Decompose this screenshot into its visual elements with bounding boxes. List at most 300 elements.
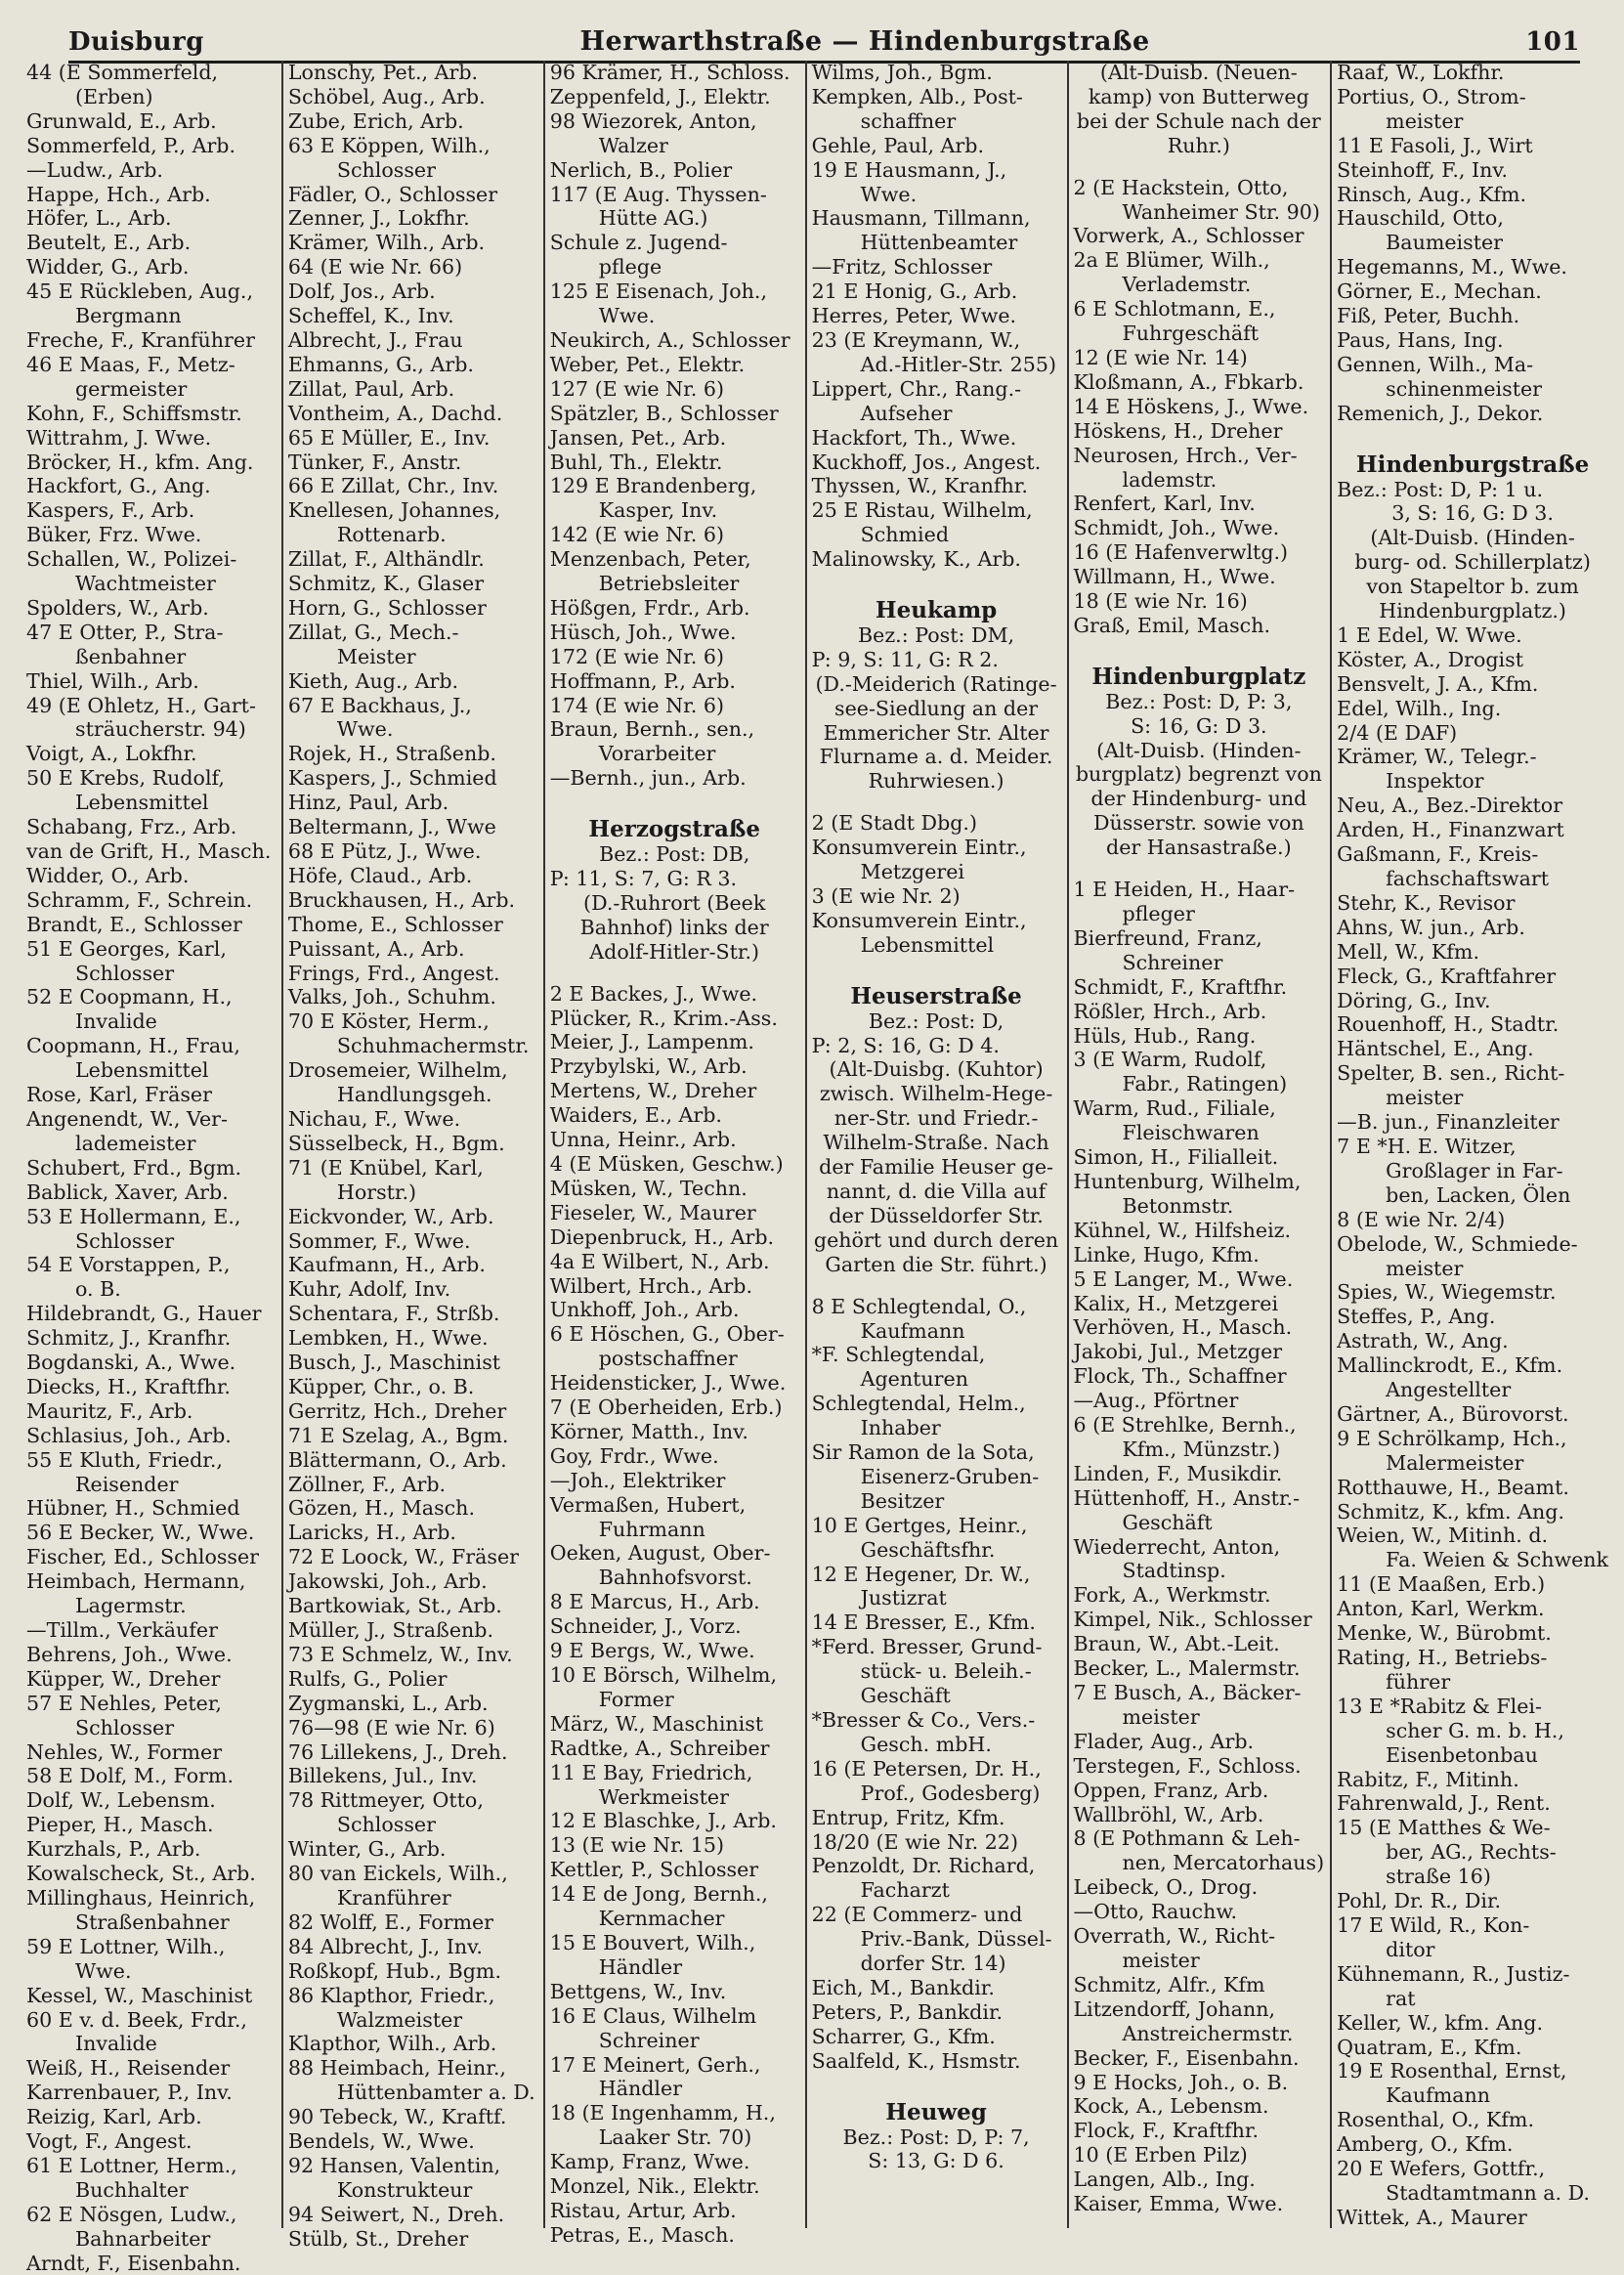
directory-entry: Bergmann [75, 304, 182, 328]
directory-entry: Bogdanski, A., Wwe. [26, 1351, 236, 1375]
directory-entry: Stadtinsp. [1122, 1559, 1226, 1583]
street-note: burg- od. Schillerplatz) [1354, 550, 1591, 575]
directory-entry: Entrup, Fritz, Kfm. [811, 1805, 1005, 1829]
directory-entry: Schmitz, J., Kranfhr. [26, 1326, 232, 1351]
directory-entry: Mertens, W., Dreher [549, 1079, 757, 1103]
directory-column [21, 61, 281, 2275]
directory-entry: Overrath, W., Richt- [1073, 1924, 1276, 1949]
directory-entry: straße 16) [1386, 1865, 1491, 1889]
directory-entry: Rose, Karl, Fräser [26, 1083, 212, 1107]
directory-entry: Kieth, Aug., Arb. [287, 668, 459, 693]
directory-entry: Stehr, K., Revisor [1337, 890, 1516, 915]
spacer [812, 958, 1061, 975]
directory-entry: Händler [598, 1954, 683, 1979]
directory-entry: Becker, L., Malermstr. [1073, 1656, 1301, 1681]
directory-entry: 172 (E wie Nr. 6) [549, 644, 724, 668]
street-note: (D.-Meiderich (Ratinge- [815, 671, 1057, 696]
directory-entry: Dolf, W., Lebensm. [26, 1788, 216, 1813]
directory-entry: Rinsch, Aug., Kfm. [1337, 182, 1527, 206]
street-note: bei der Schule nach der [1076, 108, 1321, 133]
directory-entry: 90 Tebeck, W., Kraftf. [287, 2105, 507, 2129]
page-number: 101 [1525, 27, 1580, 57]
directory-entry: Fabr., Ratingen) [1122, 1072, 1288, 1096]
directory-entry: 125 E Eisenach, Joh., [549, 279, 767, 304]
directory-entry: Aufseher [860, 401, 953, 425]
page-header [68, 18, 1580, 64]
directory-entry: Laaker Str. 70) [598, 2125, 752, 2150]
directory-entry: 71 (E Knübel, Karl, [287, 1155, 484, 1180]
directory-entry: 19 E Rosenthal, Ernst, [1337, 2059, 1567, 2083]
directory-entry: Vorwerk, A., Schlosser [1073, 224, 1304, 248]
directory-entry: 129 E Brandenberg, [549, 474, 757, 498]
directory-entry: Valks, Joh., Schuhm. [287, 985, 496, 1009]
directory-entry: 56 E Becker, W., Wwe. [26, 1521, 255, 1545]
directory-entry: ben, Lacken, Ölen [1386, 1182, 1571, 1207]
directory-entry: Rößler, Hrch., Arb. [1073, 999, 1267, 1023]
directory-entry: Menzenbach, Peter, [549, 547, 751, 572]
directory-entry: Ahns, W. jun., Arb. [1337, 915, 1525, 939]
directory-entry: 3 (E wie Nr. 2) [811, 884, 961, 908]
directory-entry: Zillat, G., Mech.- [287, 620, 459, 644]
directory-entry: Goy, Frdr., Wwe. [549, 1443, 719, 1468]
directory-entry: Obelode, W., Schmiede- [1337, 1231, 1578, 1256]
directory-entry: Thome, E., Schlosser [287, 912, 503, 936]
directory-entry: Eickvonder, W., Arb. [287, 1204, 494, 1228]
directory-entry: Edel, Wilh., Ing. [1337, 696, 1502, 720]
directory-entry: Lembken, H., Wwe. [287, 1326, 489, 1351]
street-note: kamp) von Butterweg [1088, 84, 1309, 108]
directory-entry: Geschäft [860, 1684, 951, 1708]
directory-entry: —Tillm., Verkäufer [26, 1618, 218, 1642]
directory-entry: Gesch. mbH. [860, 1732, 992, 1756]
directory-entry: 20 E Wefers, Gottfr., [1337, 2157, 1546, 2181]
directory-entry: Spätzler, B., Schlosser [549, 401, 779, 425]
spacer [550, 791, 799, 808]
directory-entry: 58 E Dolf, M., Form. [26, 1764, 235, 1788]
directory-entry: 76—98 (E wie Nr. 6) [287, 1715, 495, 1739]
directory-entry: Peters, P., Bankdir. [811, 1999, 1004, 2024]
directory-entry: Händler [598, 2077, 683, 2101]
directory-entry: Arden, H., Finanzwart [1337, 818, 1564, 842]
directory-entry: Lebensmittel [860, 932, 995, 957]
directory-entry: Kuhr, Adolf, Inv. [287, 1277, 451, 1302]
street-note: Bez.: Post: DB, [599, 842, 750, 867]
directory-entry: Buhl, Th., Elektr. [549, 450, 723, 474]
directory-entry: Przybylski, W., Arb. [549, 1054, 748, 1079]
directory-entry: Invalide [75, 2032, 157, 2056]
directory-entry: Küpper, Chr., o. B. [287, 1374, 475, 1398]
directory-entry: Zillat, F., Althändlr. [287, 547, 485, 572]
directory-entry: 72 E Loock, W., Fräser [287, 1545, 519, 1569]
directory-entry: Spolders, W., Arb. [26, 595, 209, 620]
directory-entry: Kühnel, W., Hilfsheiz. [1073, 1218, 1292, 1242]
directory-entry: —B. jun., Finanzleiter [1337, 1110, 1560, 1135]
directory-entry: Wittek, A., Maurer [1337, 2205, 1527, 2229]
directory-entry: Thiel, Wilh., Arb. [26, 668, 199, 693]
directory-entry: Drosemeier, Wilhelm, [287, 1058, 508, 1083]
directory-entry: Willmann, H., Wwe. [1073, 565, 1276, 589]
directory-entry: Fischer, Ed., Schlosser [26, 1545, 260, 1569]
directory-entry: Unna, Heinr., Arb. [549, 1128, 737, 1152]
directory-entry: Scharrer, G., Kfm. [811, 2024, 996, 2048]
directory-entry: 7 E *H. E. Witzer, [1337, 1134, 1517, 1158]
directory-entry: Inhaber [860, 1416, 941, 1440]
directory-entry: Schmitz, K., Glaser [287, 572, 485, 596]
directory-entry: Straßenbahner [75, 1910, 230, 1934]
directory-entry: Linke, Hugo, Kfm. [1073, 1242, 1260, 1266]
directory-entry: Wanheimer Str. 90) [1122, 199, 1320, 224]
directory-entry: 88 Heimbach, Heinr., [287, 2056, 506, 2081]
directory-entry: Kaspers, F., Arb. [26, 498, 195, 523]
directory-entry: Schlosser [336, 157, 436, 182]
directory-entry: Flock, F., Kraftfhr. [1073, 2119, 1260, 2143]
directory-entry: pfleger [1122, 902, 1195, 925]
directory-entry: Kettler, P., Schlosser [549, 1858, 759, 1882]
directory-entry: 94 Seiwert, N., Dreh. [287, 2202, 505, 2226]
directory-entry: Zillat, Paul, Arb. [287, 376, 455, 401]
directory-entry: 23 (E Kreymann, W., [811, 327, 1021, 352]
directory-entry: Kloßmann, A., Fbkarb. [1073, 369, 1304, 394]
directory-entry: Sir Ramon de la Sota, [811, 1440, 1035, 1465]
directory-entry: Kowalscheck, St., Arb. [26, 1862, 256, 1886]
directory-entry: Schöbel, Aug., Arb. [287, 84, 486, 108]
directory-entry: 8 (E wie Nr. 2/4) [1337, 1207, 1506, 1231]
spacer [1074, 860, 1325, 878]
directory-entry: 15 (E Matthes & We- [1337, 1816, 1551, 1840]
directory-entry: 15 E Bouvert, Wilh., [549, 1930, 756, 1954]
street-note: der Familie Heuser ge- [819, 1155, 1053, 1180]
directory-entry: Konstrukteur [336, 2177, 473, 2202]
directory-entry: 8 (E Pothmann & Leh- [1073, 1826, 1301, 1851]
directory-entry: Unkhoff, Joh., Arb. [549, 1298, 740, 1322]
directory-entry: Flock, Th., Schaffner [1073, 1364, 1287, 1389]
directory-entry: Flader, Aug., Arb. [1073, 1729, 1255, 1753]
directory-entry: Winter, G., Arb. [287, 1837, 447, 1862]
directory-entry: Invalide [75, 1009, 157, 1034]
directory-entry: 4a E Wilbert, N., Arb. [549, 1249, 770, 1273]
directory-entry: 86 Klapthor, Friedr., [287, 1983, 495, 2007]
directory-entry: Remenich, J., Dekor. [1337, 401, 1544, 425]
directory-entry: Görner, E., Mechan. [1337, 279, 1542, 304]
directory-entry: Inspektor [1386, 769, 1484, 794]
directory-column [805, 61, 1067, 2228]
directory-entry: Schmied [860, 523, 950, 547]
street-heading: Hindenburgstraße [1355, 451, 1590, 478]
street-note: Bez.: Post: D, P: 7, [842, 2125, 1030, 2149]
directory-entry: Geschäft [1122, 1510, 1213, 1534]
directory-entry: Hüttenbeamter [860, 231, 1018, 255]
directory-entry: Thyssen, W., Kranfhr. [811, 474, 1028, 498]
directory-entry: 4 (E Müsken, Geschw.) [549, 1151, 784, 1176]
directory-entry: Neukirch, A., Schlosser [549, 327, 791, 352]
directory-entry: Behrens, Joh., Wwe. [26, 1642, 233, 1666]
directory-entry: Eisenerz-Gruben- [860, 1464, 1040, 1488]
directory-entry: 46 E Maas, F., Metz- [26, 352, 235, 376]
directory-entry: Petras, E., Masch. [549, 2222, 735, 2247]
directory-entry: van de Grift, H., Masch. [26, 839, 272, 863]
directory-entry: Gaßmann, F., Kreis- [1337, 842, 1539, 867]
directory-entry: Wittrahm, J. Wwe. [26, 425, 212, 450]
directory-entry: Tünker, F., Anstr. [287, 450, 462, 474]
directory-entry: Schuhmachermstr. [336, 1034, 530, 1058]
directory-entry: 80 van Eickels, Wilh., [287, 1862, 508, 1886]
directory-entry: Anton, Karl, Werkm. [1337, 1597, 1545, 1621]
directory-entry: Blättermann, O., Arb. [287, 1447, 507, 1472]
directory-entry: Rating, H., Betriebs- [1337, 1646, 1548, 1669]
directory-entry: 3 (E Warm, Rudolf, [1073, 1048, 1267, 1072]
directory-entry: Heidensticker, J., Wwe. [549, 1371, 787, 1395]
directory-entry: Sommer, F., Wwe. [287, 1228, 471, 1253]
directory-entry: Eisenbetonbau [1386, 1742, 1538, 1767]
directory-entry: —Fritz, Schlosser [811, 255, 993, 279]
directory-entry: —Ludw., Arb. [26, 157, 163, 182]
directory-entry: Kalix, H., Metzgerei [1073, 1291, 1279, 1315]
directory-entry: Müller, J., Straßenb. [287, 1618, 493, 1642]
directory-entry: 21 E Honig, G., Arb. [811, 279, 1018, 304]
spacer [1074, 638, 1325, 656]
spacer [550, 965, 799, 982]
directory-entry: Körner, Matth., Inv. [549, 1419, 748, 1443]
directory-entry: 45 E Rückleben, Aug., [26, 279, 254, 304]
directory-entry: Hüls, Hub., Rang. [1073, 1023, 1257, 1048]
directory-entry: Coopmann, H., Frau, [26, 1034, 240, 1058]
directory-entry: Ehmanns, G., Arb. [287, 352, 474, 376]
directory-entry: Fahrenwald, J., Rent. [1337, 1791, 1551, 1816]
directory-entry: Albrecht, J., Frau [287, 327, 463, 352]
directory-entry: Horstr.) [336, 1180, 417, 1204]
directory-entry: Zöllner, F., Arb. [287, 1472, 447, 1496]
directory-entry: 52 E Coopmann, H., [26, 985, 233, 1009]
directory-entry: Schlosser [75, 961, 175, 985]
directory-entry: Dolf, Jos., Arb. [287, 279, 436, 304]
directory-entry: Braun, W., Abt.-Leit. [1073, 1632, 1280, 1656]
directory-entry: Zube, Erich, Arb. [287, 108, 464, 133]
directory-entry: Happe, Hch., Arb. [26, 182, 211, 206]
directory-entry: Betonmstr. [1122, 1193, 1234, 1218]
directory-entry: Bartkowiak, St., Arb. [287, 1594, 502, 1618]
directory-entry: meister [1386, 108, 1464, 133]
directory-entry: Fa. Weien & Schwenk [1386, 1548, 1609, 1572]
directory-entry: Radtke, A., Schreiber [549, 1736, 770, 1760]
directory-entry: 54 E Vorstappen, P., [26, 1253, 231, 1277]
directory-entry: 12 E Blaschke, J., Arb. [549, 1809, 777, 1833]
directory-entry: Kessel, W., Maschinist [26, 1983, 253, 2007]
directory-entry: Heimbach, Hermann, [26, 1569, 246, 1594]
directory-entry: 117 (E Aug. Thyssen- [549, 182, 767, 206]
directory-entry: Weien, W., Mitinh. d. [1337, 1524, 1549, 1548]
directory-entry: 16 E Claus, Wilhelm [549, 2003, 757, 2028]
directory-entry: Hackfort, G., Ang. [26, 474, 211, 498]
directory-entry: Langen, Alb., Ing. [1073, 2168, 1256, 2192]
directory-entry: Klapthor, Wilh., Arb. [287, 2032, 497, 2056]
directory-entry: 68 E Pütz, J., Wwe. [287, 839, 482, 863]
directory-entry: fachschaftswart [1386, 867, 1550, 890]
directory-entry: Lebensmittel [75, 1058, 209, 1083]
directory-entry: Hinz, Paul, Arb. [287, 791, 449, 815]
directory-entry: 62 E Nösgen, Ludw., [26, 2202, 237, 2226]
directory-entry: Keller, W., kfm. Ang. [1337, 2010, 1544, 2035]
directory-entry: *F. Schlegtendal, [811, 1343, 986, 1367]
street-note: zwisch. Wilhelm-Hege- [819, 1082, 1053, 1106]
directory-entry: meister [1386, 1256, 1464, 1280]
directory-entry: 96 Krämer, H., Schloss. [549, 61, 791, 84]
street-heading: Heuweg [885, 2098, 987, 2125]
directory-entry: 10 E Gertges, Heinr., [811, 1513, 1028, 1537]
directory-entry: 10 E Börsch, Wilhelm, [549, 1663, 778, 1687]
directory-entry: Reisender [75, 1472, 179, 1496]
directory-entry: Knellesen, Johannes, [287, 498, 501, 523]
directory-entry: Walzer [598, 133, 668, 157]
directory-entry: Hößgen, Frdr., Arb. [549, 595, 750, 620]
directory-entry: Leibeck, O., Drog. [1073, 1875, 1259, 1900]
directory-entry: Fieseler, W., Maurer [549, 1200, 756, 1224]
street-note: Bez.: Post: D, P: 3, [1105, 689, 1293, 713]
directory-entry: 98 Wiezorek, Anton, [549, 108, 757, 133]
directory-entry: Zenner, J., Lokfhr. [287, 206, 470, 231]
directory-entry: 13 (E wie Nr. 15) [549, 1833, 724, 1858]
spacer [812, 2074, 1061, 2091]
directory-entry: Linden, F., Musikdir. [1073, 1461, 1283, 1485]
directory-column [543, 61, 805, 2247]
directory-entry: Schentara, F., Strßb. [287, 1302, 500, 1326]
directory-entry: Priv.-Bank, Düssel- [860, 1927, 1052, 1952]
directory-entry: stück- u. Beleih.- [860, 1659, 1032, 1684]
directory-entry: Former [598, 1687, 674, 1711]
directory-entry: Raaf, W., Lokfhr. [1337, 61, 1505, 84]
directory-entry: 92 Hansen, Valentin, [287, 2153, 501, 2177]
street-note: der Hindenburg- und [1090, 787, 1307, 811]
directory-entry: Laricks, H., Arb. [287, 1521, 456, 1545]
directory-entry: Ad.-Hitler-Str. 255) [860, 352, 1056, 376]
directory-entry: Wwe. [860, 182, 918, 206]
street-note: Emmericher Str. Alter [823, 720, 1049, 745]
directory-entry: 11 (E Maaßen, Erb.) [1337, 1572, 1546, 1597]
street-heading: Hindenburgplatz [1091, 663, 1306, 690]
directory-entry: Steinhoff, F., Inv. [1337, 157, 1509, 182]
street-note: Wilhelm-Straße. Nach [823, 1131, 1049, 1155]
directory-entry: Menke, W., Bürobmt. [1337, 1621, 1552, 1646]
directory-entry: Bensvelt, J. A., Kfm. [1337, 671, 1539, 696]
directory-entry: Konsumverein Eintr., [811, 836, 1027, 860]
directory-entry: 22 (E Commerz- und [811, 1903, 1023, 1927]
directory-entry: 57 E Nehles, Peter, [26, 1691, 222, 1715]
directory-entry: —Aug., Pförtner [1073, 1389, 1239, 1413]
directory-entry: Justizrat [860, 1586, 947, 1610]
directory-entry: Waiders, E., Arb. [549, 1103, 722, 1128]
directory-entry: Hausmann, Tillmann, [811, 206, 1031, 231]
directory-entry: Steffes, P., Ang. [1337, 1305, 1496, 1329]
directory-columns [21, 61, 1614, 2275]
header-street-range: Herwarthstraße — Hindenburgstraße [579, 26, 1150, 57]
directory-entry: 25 E Ristau, Wilhelm, [811, 498, 1033, 523]
street-note: Garten die Str. führt.) [825, 1252, 1047, 1276]
directory-entry: 2 (E Stadt Dbg.) [811, 811, 978, 836]
directory-entry: Schramm, F., Schrein. [26, 887, 253, 912]
street-note: (Alt-Duisbg. (Kuhtor) [829, 1057, 1044, 1082]
directory-entry: Bierfreund, Franz, [1073, 925, 1262, 950]
street-note: nannt, d. die Villa auf [826, 1179, 1047, 1203]
directory-entry: Schlasius, Joh., Arb. [26, 1423, 232, 1447]
directory-entry: Bahnarbeiter [75, 2226, 211, 2251]
directory-entry: Stadtamtmann a. D. [1386, 2180, 1590, 2205]
directory-entry: 7 E Busch, A., Bäcker- [1073, 1681, 1302, 1704]
directory-entry: 9 E Hocks, Joh., o. B. [1073, 2070, 1289, 2094]
street-note: S: 13, G: D 6. [868, 2149, 1004, 2173]
directory-entry: 51 E Georges, Karl, [26, 936, 227, 961]
directory-entry: 2 (E Hackstein, Otto, [1073, 175, 1289, 199]
directory-entry: 9 E Bergs, W., Wwe. [549, 1639, 755, 1663]
directory-entry: Scheffel, K., Inv. [287, 304, 454, 328]
street-note: S: 16, G: D 3. [1131, 713, 1267, 738]
directory-entry: Fädler, O., Schlosser [287, 182, 498, 206]
street-note: Flurname a. d. Meider. [819, 745, 1053, 769]
directory-entry: Weber, Pet., Elektr. [549, 352, 746, 376]
directory-column [1067, 61, 1331, 2228]
directory-entry: Wilbert, Hrch., Arb. [549, 1273, 752, 1298]
directory-entry: 18 (E wie Nr. 16) [1073, 589, 1248, 614]
directory-entry: 84 Albrecht, J., Inv. [287, 1934, 483, 1958]
directory-entry: Angestellter [1386, 1378, 1512, 1402]
street-note: ner-Str. und Friedr.- [833, 1106, 1039, 1131]
directory-entry: 60 E v. d. Beek, Frdr., [26, 2007, 247, 2032]
directory-entry: schinenmeister [1386, 376, 1543, 401]
directory-entry: schaffner [860, 108, 957, 133]
directory-entry: Bablick, Xaver, Arb. [26, 1180, 229, 1204]
directory-entry: Bröcker, H., kfm. Ang. [26, 450, 254, 474]
directory-entry: Fleischwaren [1122, 1121, 1260, 1145]
directory-entry: führer [1386, 1669, 1451, 1694]
directory-entry: Oeken, August, Ober- [549, 1541, 771, 1566]
directory-entry: Beutelt, E., Arb. [26, 231, 192, 255]
directory-entry: 47 E Otter, P., Stra- [26, 620, 224, 644]
directory-entry: Nerlich, B., Polier [549, 157, 733, 182]
directory-entry: Karrenbauer, P., Inv. [26, 2081, 233, 2105]
directory-column [1330, 61, 1614, 2228]
directory-entry: Döring, G., Inv. [1337, 988, 1491, 1012]
spacer [812, 1277, 1061, 1295]
street-note: see-Siedlung an der [834, 696, 1039, 720]
directory-entry: Terstegen, F., Schloss. [1073, 1753, 1302, 1778]
directory-entry: Malermeister [1386, 1450, 1524, 1475]
directory-entry: 6 E Schlotmann, E., [1073, 297, 1276, 322]
directory-entry: Saalfeld, K., Hsmstr. [811, 2048, 1021, 2073]
directory-entry: Kernmacher [598, 1907, 725, 1931]
directory-entry: Schule z. Jugend- [549, 231, 728, 255]
directory-entry: dorfer Str. 14) [860, 1952, 1006, 1976]
directory-entry: 82 Wolff, E., Former [287, 1910, 494, 1934]
directory-entry: Rabitz, F., Mitinh. [1337, 1767, 1519, 1791]
street-note: 3, S: 16, G: D 3. [1391, 501, 1554, 526]
directory-entry: pflege [598, 255, 662, 279]
directory-entry: Kuckhoff, Jos., Angest. [811, 450, 1042, 474]
directory-entry: *Ferd. Bresser, Grund- [811, 1635, 1043, 1659]
street-note: von Stapeltor b. zum [1366, 575, 1579, 599]
directory-entry: 70 E Köster, Herm., [287, 1009, 490, 1034]
directory-entry: 2 E Backes, J., Wwe. [549, 981, 758, 1006]
directory-entry: ditor [1386, 1937, 1435, 1961]
directory-entry: 13 E *Rabitz & Flei- [1337, 1694, 1542, 1718]
directory-entry: Rouenhoff, H., Stadtr. [1337, 1012, 1560, 1037]
directory-entry: meister [1122, 1948, 1200, 1972]
directory-entry: 67 E Backhaus, J., [287, 693, 472, 717]
street-note: burgplatz) begrenzt von [1075, 762, 1322, 787]
directory-entry: Spies, W., Wiegemstr. [1337, 1280, 1557, 1305]
directory-entry: Lebensmittel [75, 791, 209, 815]
street-note: Bahnhof) links der [579, 915, 769, 939]
directory-entry: Neu, A., Bez.-Direktor [1337, 794, 1563, 818]
directory-entry: Hüttenhoff, H., Anstr.- [1073, 1485, 1301, 1510]
directory-entry: Beltermann, J., Wwe [287, 815, 496, 839]
